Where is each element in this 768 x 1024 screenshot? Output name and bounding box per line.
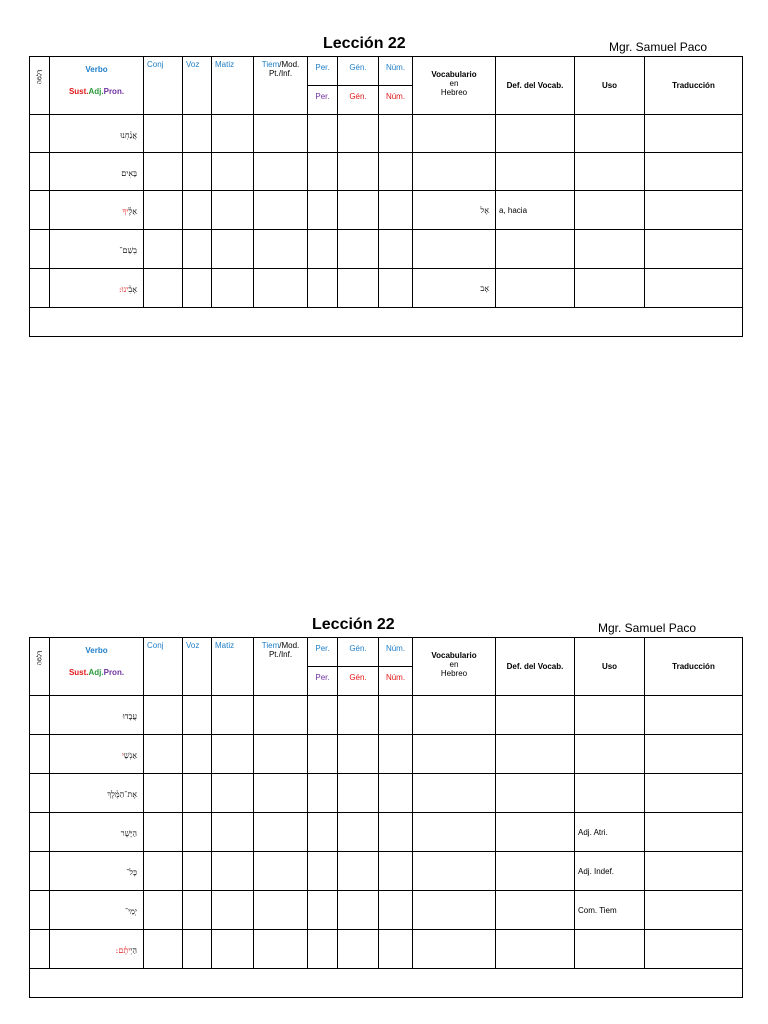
per-header: Per.: [308, 57, 338, 86]
side-label-cell: [30, 638, 50, 696]
verbo-header: [50, 638, 144, 696]
def-cell: [496, 930, 575, 969]
voz-header: Voz: [183, 57, 212, 115]
vocab-cell: [413, 930, 496, 969]
traduccion-header: Traducción: [645, 638, 743, 696]
analysis-table: [29, 56, 743, 337]
uso-cell: [575, 269, 645, 308]
table-row: [30, 735, 743, 774]
table-row: [30, 852, 743, 891]
matiz-header: Matiz: [212, 638, 254, 696]
vocab-cell: [413, 115, 496, 153]
uso-cell: Adj. Indef.: [575, 852, 645, 891]
side-label-cell: [30, 57, 50, 115]
def-cell: [496, 813, 575, 852]
vocab-cell: [413, 735, 496, 774]
footer-row: [30, 308, 743, 337]
conj-header: Conj: [144, 638, 183, 696]
verbo-label: Verbo: [85, 646, 108, 655]
hebrew-word: אַנְשֵׁי: [50, 735, 144, 774]
tiempo-header: Tiem/Mod. Pt./Inf.: [254, 57, 308, 115]
vocab-cell: [413, 852, 496, 891]
def-cell: [496, 735, 575, 774]
num-header: Núm.: [379, 638, 413, 667]
hebrew-word: יְמֵי־: [50, 891, 144, 930]
num-header: Núm.: [379, 57, 413, 86]
table-row: [30, 191, 743, 230]
vocab-cell: [413, 230, 496, 269]
def-cell: [496, 774, 575, 813]
lesson-title: Lección 22: [312, 616, 395, 633]
per-header: Per.: [308, 638, 338, 667]
uso-header: Uso: [575, 57, 645, 115]
hebrew-word: בָּאִים: [50, 153, 144, 191]
vocab-cell: [413, 891, 496, 930]
def-cell: [496, 269, 575, 308]
vocab-header: Vocabulario en Hebreo: [413, 638, 496, 696]
table-row: [30, 115, 743, 153]
vocab-cell: [413, 774, 496, 813]
lesson-title: Lección 22: [323, 35, 406, 52]
table-row: [30, 153, 743, 191]
def-header: Def. del Vocab.: [496, 638, 575, 696]
vocab-cell: [413, 153, 496, 191]
uso-cell: [575, 153, 645, 191]
matiz-header: Matiz: [212, 57, 254, 115]
word-class-label: Sust.Adj.Pron.: [68, 87, 125, 96]
hebrew-word: אָבִ֫ינוּ:: [50, 269, 144, 308]
hebrew-word: הַיְיתֶ֫ם:: [50, 930, 144, 969]
gen-header: Gén.: [338, 57, 379, 86]
hebrew-word: אֶת־הַמֶּ֫לֶךְ: [50, 774, 144, 813]
uso-cell: [575, 930, 645, 969]
uso-cell: [575, 735, 645, 774]
conj-header: Conj: [144, 57, 183, 115]
analysis-table: [29, 637, 743, 998]
gen-header: Gén.: [338, 638, 379, 667]
side-label: ךְלֶמֶּהַ: [36, 650, 43, 666]
gen-subheader: Gén.: [338, 86, 379, 115]
def-cell: [496, 230, 575, 269]
footer-cell: [30, 308, 743, 337]
table-row: [30, 774, 743, 813]
voz-header: Voz: [183, 638, 212, 696]
hebrew-word: הַיָּשָׁר: [50, 813, 144, 852]
gen-subheader: Gén.: [338, 667, 379, 696]
hebrew-word: אֲנַ֫חְנוּ: [50, 115, 144, 153]
author-name: Mgr. Samuel Paco: [609, 40, 708, 54]
vocab-header: Vocabulario en Hebreo: [413, 57, 496, 115]
hebrew-word: עֲבָדוּ: [50, 696, 144, 735]
uso-cell: [575, 774, 645, 813]
def-cell: a, hacia: [496, 191, 575, 230]
def-header: Def. del Vocab.: [496, 57, 575, 115]
def-cell: [496, 696, 575, 735]
per-subheader: Per.: [308, 667, 338, 696]
traduccion-header: Traducción: [645, 57, 743, 115]
def-cell: [496, 153, 575, 191]
footer-row: [30, 969, 743, 998]
table-row: [30, 696, 743, 735]
def-cell: [496, 115, 575, 153]
num-subheader: Núm.: [379, 86, 413, 115]
uso-cell: Com. Tiem: [575, 891, 645, 930]
author-name: Mgr. Samuel Paco: [598, 621, 697, 635]
uso-cell: Adj. Atri.: [575, 813, 645, 852]
uso-cell: [575, 696, 645, 735]
side-label: ךְלֶמֶּהַ: [36, 69, 43, 85]
vocab-cell: אָב: [413, 269, 496, 308]
uso-cell: [575, 115, 645, 153]
table-row: [30, 269, 743, 308]
def-cell: [496, 891, 575, 930]
table-row: [30, 891, 743, 930]
uso-header: Uso: [575, 638, 645, 696]
table-row: [30, 930, 743, 969]
verbo-header: [50, 57, 144, 115]
uso-cell: [575, 230, 645, 269]
tiempo-header: Tiem/Mod. Pt./Inf.: [254, 638, 308, 696]
vocab-cell: [413, 696, 496, 735]
verbo-label: Verbo: [85, 65, 108, 74]
uso-cell: [575, 191, 645, 230]
hebrew-word: כָּל־: [50, 852, 144, 891]
footer-cell: [30, 969, 743, 998]
hebrew-word: בְשֵׁם־: [50, 230, 144, 269]
vocab-cell: אֶל: [413, 191, 496, 230]
word-class-label: Sust.Adj.Pron.: [68, 668, 125, 677]
num-subheader: Núm.: [379, 667, 413, 696]
table-row: [30, 813, 743, 852]
def-cell: [496, 852, 575, 891]
table-row: [30, 230, 743, 269]
vocab-cell: [413, 813, 496, 852]
hebrew-word: אֵלֶ֫יךָ: [50, 191, 144, 230]
per-subheader: Per.: [308, 86, 338, 115]
